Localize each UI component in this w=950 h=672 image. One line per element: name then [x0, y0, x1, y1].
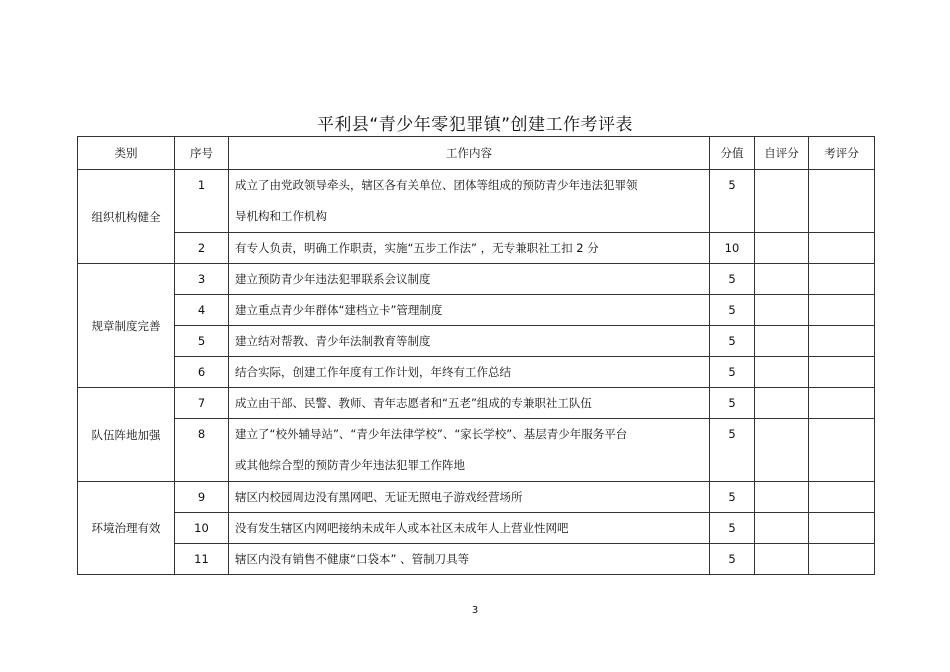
- evaluation-table: [77, 136, 875, 575]
- score-cell: 5: [710, 388, 755, 419]
- table-row: [78, 326, 875, 357]
- score-cell: 5: [710, 482, 755, 513]
- self-score-cell[interactable]: [755, 233, 809, 264]
- content-line: 或其他综合型的预防青少年违法犯罪工作阵地: [235, 458, 465, 472]
- table-row: [78, 233, 875, 264]
- content-cell: 辖区内校园周边没有黑网吧、无证无照电子游戏经营场所: [229, 482, 710, 513]
- table-row: [78, 544, 875, 575]
- self-score-cell[interactable]: [755, 326, 809, 357]
- row-number: 8: [175, 419, 229, 482]
- header-content: 工作内容: [229, 137, 710, 170]
- row-number: 6: [175, 357, 229, 388]
- self-score-cell[interactable]: [755, 295, 809, 326]
- review-score-cell[interactable]: [809, 170, 875, 233]
- header-row: [78, 137, 875, 170]
- content-line: 成立了由党政领导牵头，辖区各有关单位、团体等组成的预防青少年违法犯罪领: [235, 178, 638, 192]
- category-cell: 环境治理有效: [78, 482, 175, 575]
- score-cell: 5: [710, 295, 755, 326]
- header-review-score: 考评分: [809, 137, 875, 170]
- self-score-cell[interactable]: [755, 419, 809, 482]
- header-self-score: 自评分: [755, 137, 809, 170]
- row-number: 2: [175, 233, 229, 264]
- row-number: 10: [175, 513, 229, 544]
- table-row: [78, 264, 875, 295]
- table-row: [78, 513, 875, 544]
- content-cell: [229, 419, 710, 482]
- score-cell: 10: [710, 233, 755, 264]
- header-score: 分值: [710, 137, 755, 170]
- self-score-cell[interactable]: [755, 544, 809, 575]
- page-number: 3: [471, 605, 479, 616]
- content-cell: 有专人负责，明确工作职责，实施“五步工作法” ，无专兼职社工扣 2 分: [229, 233, 710, 264]
- content-cell: [229, 170, 710, 233]
- row-number: 4: [175, 295, 229, 326]
- review-score-cell[interactable]: [809, 544, 875, 575]
- row-number: 7: [175, 388, 229, 419]
- category-cell: 队伍阵地加强: [78, 388, 175, 482]
- content-cell: 成立由干部、民警、教师、青年志愿者和“五老”组成的专兼职社工队伍: [229, 388, 710, 419]
- category-cell: 组织机构健全: [78, 170, 175, 264]
- review-score-cell[interactable]: [809, 513, 875, 544]
- review-score-cell[interactable]: [809, 326, 875, 357]
- content-line: 导机构和工作机构: [235, 209, 327, 223]
- score-cell: 5: [710, 357, 755, 388]
- self-score-cell[interactable]: [755, 388, 809, 419]
- self-score-cell[interactable]: [755, 357, 809, 388]
- content-line: 建立了“校外辅导站”、“青少年法律学校”、“家长学校”、基层青少年服务平台: [235, 427, 628, 441]
- row-number: 1: [175, 170, 229, 233]
- page-title: 平利县“青少年零犯罪镇”创建工作考评表: [316, 115, 634, 135]
- table-row: [78, 295, 875, 326]
- score-cell: 5: [710, 264, 755, 295]
- score-cell: 5: [710, 170, 755, 233]
- score-cell: 5: [710, 326, 755, 357]
- table-row: [78, 170, 875, 233]
- review-score-cell[interactable]: [809, 264, 875, 295]
- table-row: [78, 482, 875, 513]
- content-cell: 没有发生辖区内网吧接纳未成年人或本社区未成年人上营业性网吧: [229, 513, 710, 544]
- review-score-cell[interactable]: [809, 419, 875, 482]
- self-score-cell[interactable]: [755, 170, 809, 233]
- review-score-cell[interactable]: [809, 482, 875, 513]
- review-score-cell[interactable]: [809, 388, 875, 419]
- category-cell: 规章制度完善: [78, 264, 175, 388]
- content-cell: 建立预防青少年违法犯罪联系会议制度: [229, 264, 710, 295]
- score-cell: 5: [710, 513, 755, 544]
- table-row: [78, 388, 875, 419]
- row-number: 3: [175, 264, 229, 295]
- review-score-cell[interactable]: [809, 233, 875, 264]
- score-cell: 5: [710, 419, 755, 482]
- content-cell: 结合实际，创建工作年度有工作计划，年终有工作总结: [229, 357, 710, 388]
- row-number: 9: [175, 482, 229, 513]
- review-score-cell[interactable]: [809, 357, 875, 388]
- header-category: 类别: [78, 137, 175, 170]
- content-cell: 建立结对帮教、青少年法制教育等制度: [229, 326, 710, 357]
- content-cell: 建立重点青少年群体“建档立卡”管理制度: [229, 295, 710, 326]
- row-number: 11: [175, 544, 229, 575]
- score-cell: 5: [710, 544, 755, 575]
- header-no: 序号: [175, 137, 229, 170]
- row-number: 5: [175, 326, 229, 357]
- content-cell: 辖区内没有销售不健康“口袋本” 、管制刀具等: [229, 544, 710, 575]
- table-row: [78, 357, 875, 388]
- table-row: [78, 419, 875, 482]
- self-score-cell[interactable]: [755, 513, 809, 544]
- review-score-cell[interactable]: [809, 295, 875, 326]
- self-score-cell[interactable]: [755, 482, 809, 513]
- self-score-cell[interactable]: [755, 264, 809, 295]
